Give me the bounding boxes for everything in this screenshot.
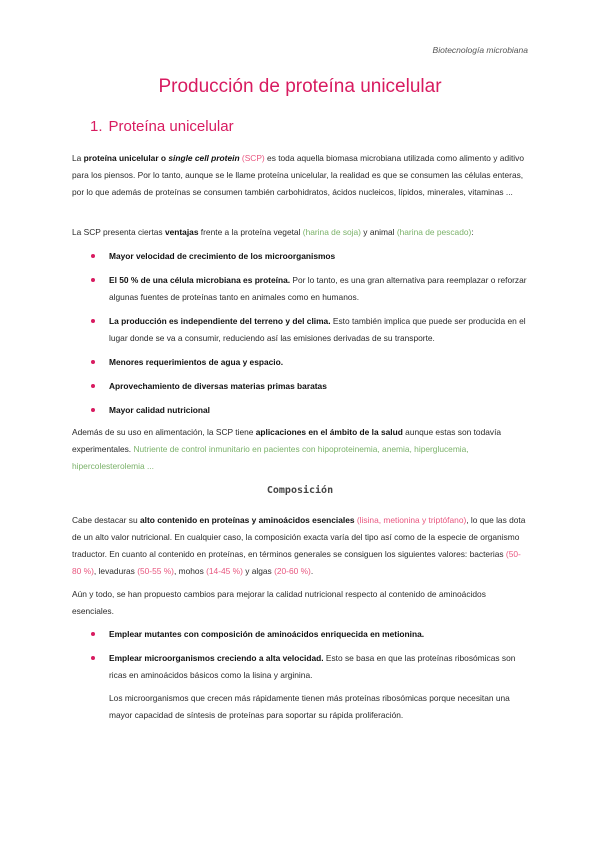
page-title: Producción de proteína unicelular (158, 76, 442, 97)
section-number: 1. (90, 118, 103, 135)
paragraph-ribosomal: Los microorganismos que crecen más rápidamente tienen más proteínas ribosómicas porque necesitan una mayor capacidad de síntesis de proteínas para soportar su rápida proliferación. (109, 693, 510, 720)
text: es toda aquella biomasa microbiana utilizada como alimento y aditivo para los piensos. Por lo tanto, aunque se le llame proteína unicelular, la realidad es que se consumen las células enteras, por lo que además de proteínas se consumen también carbohidratos, ácidos nucleicos, lípidos, minerales, vitaminas ... (72, 153, 525, 197)
text: La SCP presenta ciertas (72, 227, 165, 237)
highlight-pink: (lisina, metionina y triptófano) (354, 515, 467, 525)
section-title: Proteína unicelular (108, 118, 234, 135)
list-item: Emplear mutantes con composición de aminoácidos enriquecida en metionina. (90, 626, 530, 643)
highlight-pink: (50-80 %) (72, 549, 521, 576)
subheading-composicion: Composición (266, 485, 334, 496)
highlight-green: (harina de pescado) (396, 227, 472, 237)
list-item: Aprovechamiento de diversas materias primas baratas (90, 378, 530, 395)
section-heading (90, 118, 234, 135)
bold-italic-term: single cell protein (168, 153, 240, 163)
highlight-pink: (SCP) (239, 153, 265, 163)
text: y animal (360, 227, 397, 237)
text: frente a la proteína vegetal (198, 227, 303, 237)
bold-term: alto contenido en proteínas y aminoácidos esenciales (139, 515, 355, 525)
highlight-pink: (20-60 %) (274, 566, 311, 576)
paragraph-composition: Cabe destacar su alto contenido en proteínas y aminoácidos esenciales (lisina, metionina y triptófano), lo que las dota de un alto valor nutricional. En cualquier caso, la composición exacta varía del tipo así como de la especie de organismo traductor. En cuanto al contenido en proteínas, en términos generales se consiguen los siguientes valores: bacterias (50-80 %), levaduras (50-55 %), mohos (14-45 %) y algas (20-60 %). (72, 515, 526, 576)
text: La (72, 153, 84, 163)
list-item: La producción es independiente del terreno y del clima. Esto también implica que puede ser producida en el lugar donde se va a consumir, reduciendo así las emisiones derivadas de su transporte. (90, 313, 530, 347)
paragraph-advantages-intro (72, 224, 530, 241)
bold-term: ventajas (164, 227, 199, 237)
list-item: El 50 % de una célula microbiana es proteína. Por lo tanto, es una gran alternativa para reemplazar o reforzar algunas fuentes de proteínas tanto en animales como en humanos. (90, 272, 530, 306)
bold-term: proteína unicelular o (83, 153, 169, 163)
advantages-list (90, 248, 530, 426)
text: Además de su uso en alimentación, la SCP tiene (72, 427, 256, 437)
running-header: Biotecnología microbiana (432, 45, 528, 55)
bold-term: aplicaciones en el ámbito de la salud (255, 427, 403, 437)
highlight-pink: (14-45 %) (206, 566, 243, 576)
highlight-green: (harina de soja) (302, 227, 361, 237)
highlight-green: Nutriente de control inmunitario en pacientes con hipoproteinemia, anemia, hiperglucemia, hipercolesterolemia ... (72, 444, 469, 471)
text: : (471, 227, 474, 237)
paragraph-definition (72, 150, 530, 201)
list-item: Menores requerimientos de agua y espacio. (90, 354, 530, 371)
text: aunque estas son todavía experimentales. (72, 427, 502, 454)
improvements-list (90, 626, 530, 691)
list-item: Mayor velocidad de crecimiento de los microorganismos (90, 248, 530, 265)
paragraph-improvements: Aún y todo, se han propuesto cambios para mejorar la calidad nutricional respecto al contenido de aminoácidos esenciales. (72, 589, 486, 616)
list-item: Emplear microorganismos creciendo a alta velocidad. Esto se basa en que las proteínas ribosómicas son ricas en aminoácidos básicos como la lisina y arginina. (90, 650, 530, 684)
highlight-pink: (50-55 %) (137, 566, 174, 576)
list-item: Mayor calidad nutricional (90, 402, 530, 419)
paragraph-health (72, 424, 530, 475)
